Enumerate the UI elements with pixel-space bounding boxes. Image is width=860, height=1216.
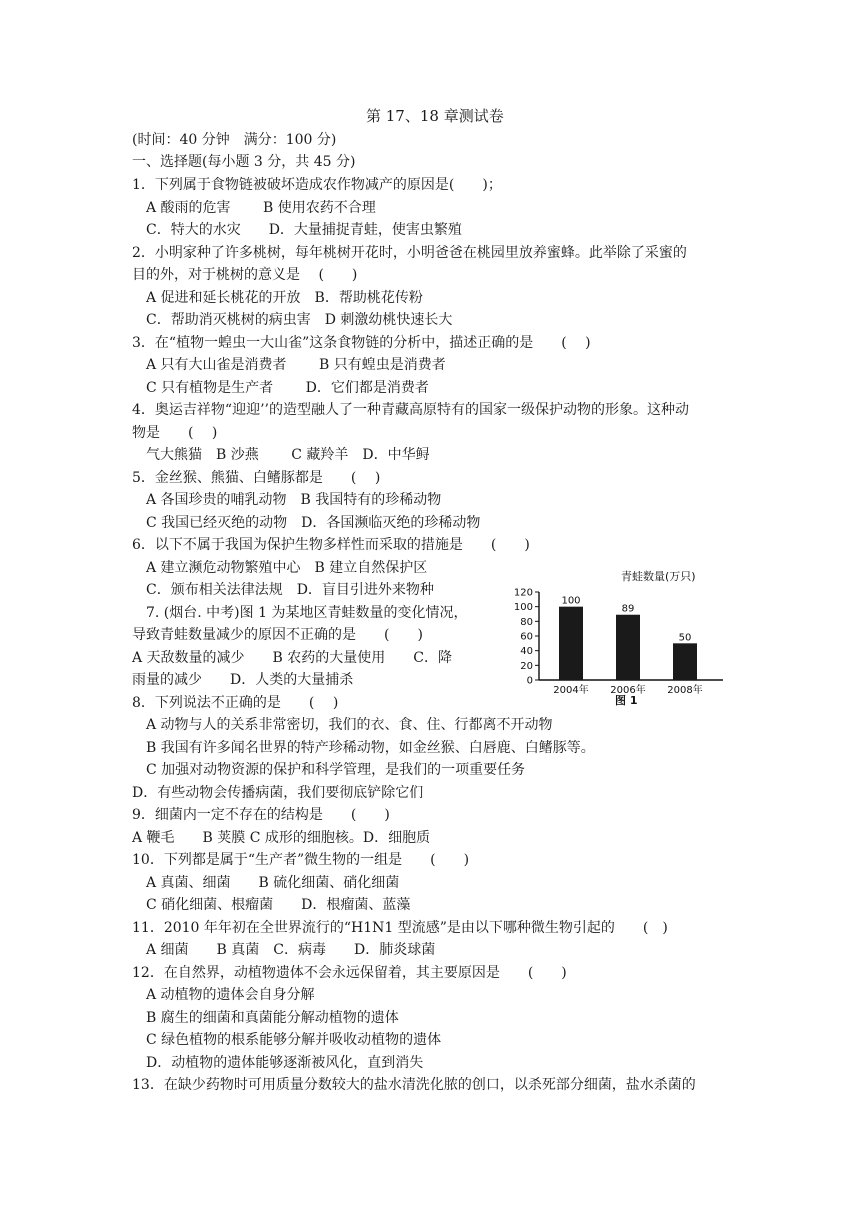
question-line: 物是 ( ) bbox=[132, 425, 218, 441]
x-tick-label: 2006年 bbox=[610, 685, 646, 696]
question-line: 5．金丝猴、熊猫、白鳍豚都是 ( ) bbox=[132, 470, 381, 486]
question-line: 13．在缺少药物时可用质量分数较大的盐水清洗化脓的创口，以杀死部分细菌，盐水杀菌的 bbox=[132, 1077, 696, 1093]
question-line: 2．小明家种了许多桃树，每年桃树开花时，小明爸爸在桃园里放养蜜蜂。此举除了采蜜的 bbox=[132, 245, 687, 261]
question-line: B 腐生的细菌和真菌能分解动植物的遗体 bbox=[146, 1010, 399, 1026]
bar-value-label: 50 bbox=[678, 632, 692, 644]
question-line: A 建立濒危动物繁殖中心 B 建立自然保护区 bbox=[146, 560, 428, 576]
figure-caption: 图 1 bbox=[615, 694, 638, 707]
y-tick-label: 0 bbox=[526, 675, 533, 687]
exam-meta: (时间：40 分钟 满分：100 分) bbox=[132, 132, 337, 148]
question-line: 4．奥运吉祥物“迎迎’’的造型融人了一种青藏高原特有的国家一级保护动物的形象。这种动 bbox=[132, 402, 689, 418]
question-line: C．特大的水灾 D．大量捕捉青蛙，使害虫繁殖 bbox=[146, 222, 462, 238]
question-line: A 动植物的遗体会自身分解 bbox=[146, 987, 315, 1003]
question-line: C 只有植物是生产者 D．它们都是消费者 bbox=[146, 380, 429, 396]
question-line: 目的外，对于桃树的意义是 ( ) bbox=[132, 267, 358, 283]
question-line: 9．细菌内一定不存在的结构是 ( ) bbox=[132, 807, 390, 823]
y-tick-label: 80 bbox=[520, 616, 533, 628]
frog-population-chart bbox=[503, 564, 743, 714]
section-heading: 一、选择题(每小题 3 分，共 45 分) bbox=[132, 154, 356, 170]
question-line: A 只有大山雀是消费者 B 只有蝗虫是消费者 bbox=[146, 357, 446, 373]
question-line: 10．下列都是属于“生产者”微生物的一组是 ( ) bbox=[132, 852, 470, 868]
question-line: C 绿色植物的根系能够分解并吸收动植物的遗体 bbox=[146, 1032, 442, 1048]
question-line: 8．下列说法不正确的是 ( ) bbox=[132, 695, 339, 711]
question-line: C．帮助消灭桃树的病虫害 D 刺激幼桃快速长大 bbox=[146, 312, 453, 328]
question-line: 11．2010 年年初在全世界流行的“H1N1 型流感”是由以下哪种微生物引起的 ( ) bbox=[132, 920, 668, 936]
question-line: A 鞭毛 B 荚膜 C 成形的细胞核。D．细胞质 bbox=[132, 830, 431, 846]
question-line: 7. (烟台. 中考)图 1 为某地区青蛙数量的变化情况， bbox=[146, 605, 468, 621]
question-line: 3．在“植物一蝗虫一大山雀”这条食物链的分析中，描述正确的是 ( ) bbox=[132, 335, 591, 351]
bar-value-label: 100 bbox=[561, 595, 581, 607]
bar-2004年 bbox=[559, 607, 583, 680]
question-line: 雨量的减少 D．人类的大量捕杀 bbox=[132, 672, 354, 688]
y-tick-label: 120 bbox=[513, 587, 533, 599]
chart-title: 青蛙数量(万只) bbox=[621, 570, 696, 583]
x-tick-label: 2004年 bbox=[553, 685, 589, 696]
question-line: A 各国珍贵的哺乳动物 B 我国特有的珍稀动物 bbox=[146, 492, 442, 508]
question-line: C．颁布相关法律法规 D．盲目引进外来物种 bbox=[146, 582, 434, 598]
question-line: A 酸雨的危害 B 使用农药不合理 bbox=[146, 200, 376, 216]
question-line: A 细菌 B 真菌 C．病毒 D．肺炎球菌 bbox=[146, 942, 436, 958]
figure-1 bbox=[503, 564, 743, 714]
x-tick-label: 2008年 bbox=[667, 685, 703, 696]
question-line: 导致青蛙数量减少的原因不正确的是 ( ) bbox=[132, 627, 423, 643]
y-tick-label: 60 bbox=[520, 631, 533, 643]
question-line: C 加强对动物资源的保护和科学管理，是我们的一项重要任务 bbox=[146, 762, 526, 778]
question-line: B 我国有许多闻名世界的特产珍稀动物，如金丝猴、白唇鹿、白鳍豚等。 bbox=[146, 740, 595, 756]
question-line: A 促进和延长桃花的开放 B．帮助桃花传粉 bbox=[146, 290, 423, 306]
bar-value-label: 89 bbox=[621, 603, 635, 615]
question-line: 12．在自然界，动植物遗体不会永远保留着，其主要原因是 ( ) bbox=[132, 965, 567, 981]
question-line: C 我国已经灭绝的动物 D．各国濒临灭绝的珍稀动物 bbox=[146, 515, 481, 531]
question-line: A 动物与人的关系非常密切，我们的衣、食、住、行都离不开动物 bbox=[146, 717, 553, 733]
page-title: 第 17、18 章测试卷 bbox=[366, 107, 504, 125]
y-tick-label: 20 bbox=[520, 660, 533, 672]
question-line: 气大熊猫 B 沙燕 C 藏羚羊 D．中华鲟 bbox=[146, 447, 430, 463]
question-line: D．有些动物会传播病菌，我们要彻底铲除它们 bbox=[132, 785, 424, 801]
question-line: A 真菌、细菌 B 硫化细菌、硝化细菌 bbox=[146, 875, 400, 891]
question-line: 1．下列属于食物链被破坏造成农作物减产的原因是( )； bbox=[132, 177, 502, 193]
y-tick-label: 40 bbox=[520, 646, 533, 658]
bar-2008年 bbox=[673, 643, 697, 680]
question-line: 6．以下不属于我国为保护生物多样性而采取的措施是 ( ) bbox=[132, 537, 530, 553]
y-tick-label: 100 bbox=[513, 602, 533, 614]
question-line: C 硝化细菌、根瘤菌 D．根瘤菌、蓝藻 bbox=[146, 897, 411, 913]
question-line: A 天敌数量的减少 B 农药的大量使用 C．降 bbox=[132, 650, 453, 666]
bar-2006年 bbox=[616, 615, 640, 680]
question-line: D．动植物的遗体能够逐渐被风化，直到消失 bbox=[146, 1055, 424, 1071]
